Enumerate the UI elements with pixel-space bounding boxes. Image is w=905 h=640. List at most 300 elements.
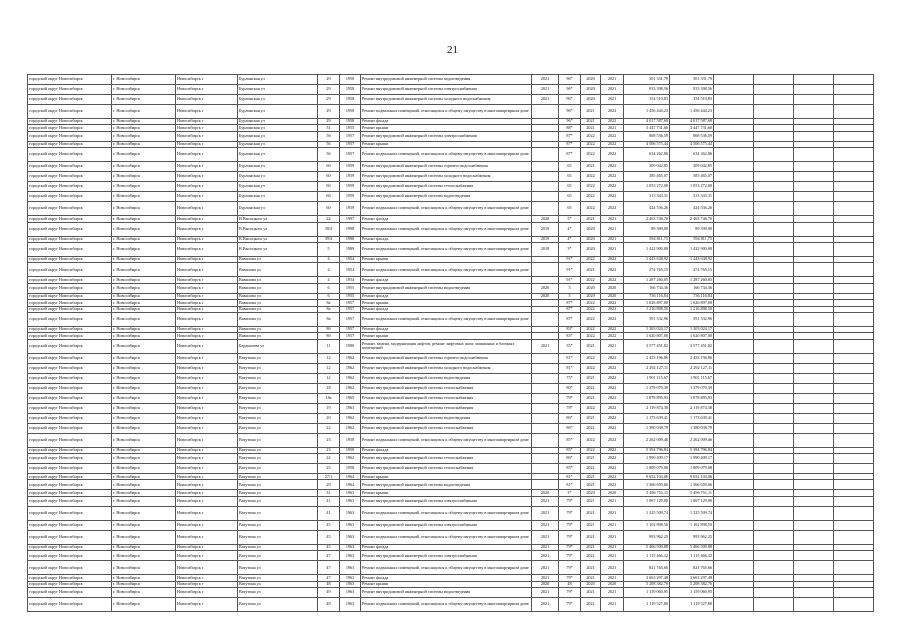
locality-cell: Новосибирск г <box>176 216 238 222</box>
priority-cell: 87* <box>559 148 581 162</box>
end-year-cell: 2021 <box>601 530 624 544</box>
year-built-cell: 1957 <box>340 300 361 306</box>
total-cost-cell: 1 422 900,00 <box>624 242 670 256</box>
fund-cost-cell: 1 620 807,00 <box>670 333 714 339</box>
start-year-cell: 2021 <box>581 496 601 506</box>
priority-cell: 91* <box>559 263 581 277</box>
start-year-cell: 2021 <box>581 464 601 474</box>
locality-cell: Новосибирск г <box>176 236 238 242</box>
empty-cell <box>754 95 794 105</box>
municipality-cell: городской округ Новосибирск <box>28 363 112 373</box>
year-built-cell: 1962 <box>340 363 361 373</box>
start-year-cell: 2020 <box>581 242 601 256</box>
fund-cost-cell: 1 456 444,23 <box>670 105 714 119</box>
street-cell: Ватутина ул <box>238 551 318 561</box>
table-row <box>28 339 874 353</box>
municipality-cell: городской округ Новосибирск <box>28 496 112 506</box>
year-built-cell: 1990 <box>340 339 361 353</box>
fund-cost-cell: 1 216 898,50 <box>670 306 714 312</box>
deadline-cell <box>532 454 559 464</box>
house-number-cell: 60 <box>318 192 340 202</box>
year-built-cell: 1955 <box>340 293 361 299</box>
empty-cell <box>714 148 754 162</box>
year-built-cell: 1998 <box>340 222 361 236</box>
total-cost-cell: 1 456 444,23 <box>624 105 670 119</box>
empty-cell <box>794 403 834 413</box>
start-year-cell: 2022 <box>581 202 601 216</box>
end-year-cell: 2021 <box>601 75 624 85</box>
total-cost-cell: 5 466 509,88 <box>624 544 670 550</box>
locality-cell: Новосибирск г <box>176 85 238 95</box>
year-built-cell: 1958 <box>340 433 361 447</box>
settlement-cell: г. Новосибирск <box>112 575 176 581</box>
municipality-cell: городской округ Новосибирск <box>28 588 112 598</box>
fund-cost-cell: 9 652 104,06 <box>670 474 714 480</box>
start-year-cell: 2021 <box>581 520 601 530</box>
work-type-cell: Ремонт внутридомовой инженерной системы теплоснабжения <box>361 182 532 192</box>
priority-cell: 91* <box>559 277 581 283</box>
street-cell: В.Высоцкого ул <box>238 236 318 242</box>
municipality-cell: городской округ Новосибирск <box>28 95 112 105</box>
total-cost-cell: 2 463 746,70 <box>624 216 670 222</box>
end-year-cell: 2020 <box>601 293 624 299</box>
start-year-cell: 2022 <box>581 312 601 326</box>
total-cost-cell: 1 119 527,80 <box>624 598 670 612</box>
street-cell: Ватутина ул <box>238 496 318 506</box>
empty-cell <box>754 373 794 383</box>
empty-cell <box>754 480 794 490</box>
total-cost-cell: 89 399,00 <box>624 222 670 236</box>
settlement-cell: г. Новосибирск <box>112 293 176 299</box>
start-year-cell: 2021 <box>581 480 601 490</box>
end-year-cell: 2021 <box>601 506 624 520</box>
locality-cell: Новосибирск г <box>176 283 238 293</box>
year-built-cell: 1955 <box>340 125 361 131</box>
locality-cell: Новосибирск г <box>176 413 238 423</box>
locality-cell: Новосибирск г <box>176 277 238 283</box>
table-row <box>28 182 874 192</box>
fund-cost-cell: 313 343,31 <box>670 192 714 202</box>
deadline-cell <box>532 162 559 172</box>
settlement-cell: г. Новосибирск <box>112 162 176 172</box>
street-cell: Ватутина ул <box>238 561 318 575</box>
settlement-cell: г. Новосибирск <box>112 95 176 105</box>
empty-cell <box>754 222 794 236</box>
fund-cost-cell: 1 067 129,00 <box>670 496 714 506</box>
settlement-cell: г. Новосибирск <box>112 242 176 256</box>
street-cell: Ватутина ул <box>238 506 318 520</box>
empty-cell <box>794 530 834 544</box>
table-row <box>28 242 874 256</box>
priority-cell: 85* <box>559 433 581 447</box>
street-cell: Бурлинская ул <box>238 75 318 85</box>
fund-cost-cell: 1 078 895,93 <box>670 393 714 403</box>
end-year-cell: 2021 <box>601 544 624 550</box>
empty-cell <box>794 393 834 403</box>
empty-cell <box>794 423 834 433</box>
table-row <box>28 383 874 393</box>
empty-cell <box>754 202 794 216</box>
empty-cell <box>834 383 874 393</box>
start-year-cell: 2022 <box>581 192 601 202</box>
start-year-cell: 2022 <box>581 363 601 373</box>
year-built-cell: 1954 <box>340 277 361 283</box>
empty-cell <box>754 413 794 423</box>
work-type-cell: Ремонт внутридомовой инженерной системы холодного водоснабжения <box>361 363 532 373</box>
fund-cost-cell: 2 463 746,70 <box>670 216 714 222</box>
empty-cell <box>754 363 794 373</box>
priority-cell: 96* <box>559 95 581 105</box>
municipality-cell: городской округ Новосибирск <box>28 490 112 496</box>
locality-cell: Новосибирск г <box>176 256 238 262</box>
street-cell: Ватутина ул <box>238 454 318 464</box>
empty-cell <box>794 222 834 236</box>
municipality-cell: городской округ Новосибирск <box>28 306 112 312</box>
municipality-cell: городской округ Новосибирск <box>28 480 112 490</box>
priority-cell: 79* <box>559 575 581 581</box>
table-row <box>28 172 874 182</box>
priority-cell: 86* <box>559 454 581 464</box>
empty-cell <box>754 283 794 293</box>
year-built-cell: 1959 <box>340 162 361 172</box>
total-cost-cell: 3 663 297,48 <box>624 575 670 581</box>
priority-cell: 3* <box>559 490 581 496</box>
total-cost-cell: 1 053 272,00 <box>624 182 670 192</box>
street-cell: Бурлинская ул <box>238 125 318 131</box>
empty-cell <box>714 413 754 423</box>
end-year-cell: 2021 <box>601 125 624 131</box>
start-year-cell: 2022 <box>581 403 601 413</box>
fund-cost-cell: 1 102 898,50 <box>670 520 714 530</box>
empty-cell <box>834 496 874 506</box>
year-built-cell: 1962 <box>340 413 361 423</box>
deadline-cell <box>532 433 559 447</box>
empty-cell <box>834 403 874 413</box>
settlement-cell: г. Новосибирск <box>112 263 176 277</box>
work-type-cell: Ремонт подвальных помещений, относящихся к общему имуществу в многоквартирном доме <box>361 148 532 162</box>
municipality-cell: городской округ Новосибирск <box>28 119 112 125</box>
fund-cost-cell: 591 532,96 <box>670 312 714 326</box>
municipality-cell: городской округ Новосибирск <box>28 277 112 283</box>
locality-cell: Новосибирск г <box>176 598 238 612</box>
table-row <box>28 85 874 95</box>
house-number-cell: 31 <box>318 490 340 496</box>
settlement-cell: г. Новосибирск <box>112 75 176 85</box>
fund-cost-cell: 3 577 451,82 <box>670 339 714 353</box>
work-type-cell: Ремонт внутридомовой инженерной системы водоотведения <box>361 413 532 423</box>
municipality-cell: городской округ Новосибирск <box>28 242 112 256</box>
year-built-cell: 1957 <box>340 131 361 141</box>
house-number-cell: 29 <box>318 75 340 85</box>
work-type-cell: Ремонт внутридомовой инженерной системы водоотведения <box>361 75 532 85</box>
settlement-cell: г. Новосибирск <box>112 363 176 373</box>
empty-cell <box>794 551 834 561</box>
work-type-cell: Ремонт крыши <box>361 300 532 306</box>
street-cell: Бурлинская ул <box>238 105 318 119</box>
house-number-cell: 45 <box>318 544 340 550</box>
work-type-cell: Ремонт подвальных помещений, относящихся к общему имуществу в многоквартирном доме <box>361 105 532 119</box>
work-type-cell: Ремонт подвальных помещений, относящихся к общему имуществу в многоквартирном доме <box>361 433 532 447</box>
municipality-cell: городской округ Новосибирск <box>28 263 112 277</box>
end-year-cell: 2022 <box>601 433 624 447</box>
year-built-cell: 1963 <box>340 588 361 598</box>
total-cost-cell: 1 366 659,66 <box>624 480 670 490</box>
empty-cell <box>794 85 834 95</box>
fund-cost-cell: 5 496 751,11 <box>670 490 714 496</box>
municipality-cell: городской округ Новосибирск <box>28 85 112 95</box>
empty-cell <box>794 172 834 182</box>
priority-cell: 75* <box>559 373 581 383</box>
end-year-cell: 2022 <box>601 383 624 393</box>
work-type-cell: Ремонт фасада <box>361 277 532 283</box>
year-built-cell: 1963 <box>340 520 361 530</box>
total-cost-cell: 1 216 898,50 <box>624 306 670 312</box>
deadline-cell <box>532 131 559 141</box>
total-cost-cell: 1 901 115,67 <box>624 373 670 383</box>
deadline-cell <box>532 192 559 202</box>
start-year-cell: 2021 <box>581 544 601 550</box>
end-year-cell: 2022 <box>601 447 624 453</box>
settlement-cell: г. Новосибирск <box>112 192 176 202</box>
settlement-cell: г. Новосибирск <box>112 277 176 283</box>
total-cost-cell: 5 394 796,84 <box>624 447 670 453</box>
fund-cost-cell: 3 447 731,60 <box>670 125 714 131</box>
table-row <box>28 480 874 490</box>
empty-cell <box>714 383 754 393</box>
start-year-cell: 2022 <box>581 277 601 283</box>
house-number-cell: 8а <box>318 306 340 312</box>
settlement-cell: г. Новосибирск <box>112 383 176 393</box>
street-cell: Бурлинская ул <box>238 131 318 141</box>
total-cost-cell: 1 809 079,08 <box>624 464 670 474</box>
empty-cell <box>834 464 874 474</box>
priority-cell: 65 <box>559 182 581 192</box>
locality-cell: Новосибирск г <box>176 192 238 202</box>
empty-cell <box>794 561 834 575</box>
street-cell: Вавилова ул <box>238 306 318 312</box>
empty-cell <box>794 162 834 172</box>
street-cell: Вавилова ул <box>238 300 318 306</box>
work-type-cell: Ремонт внутридомовой инженерной системы горячего водоснабжения <box>361 353 532 363</box>
work-type-cell: Ремонт крыши <box>361 490 532 496</box>
work-type-cell: Ремонт подвальных помещений, относящихся к общему имуществу в многоквартирном доме <box>361 530 532 544</box>
fund-cost-cell: 501 331,79 <box>670 75 714 85</box>
empty-cell <box>794 433 834 447</box>
end-year-cell: 2021 <box>601 551 624 561</box>
street-cell: Ватутина ул <box>238 588 318 598</box>
empty-cell <box>714 202 754 216</box>
street-cell: Ватутина ул <box>238 373 318 383</box>
start-year-cell: 2021 <box>581 413 601 423</box>
street-cell: Ватутина ул <box>238 447 318 453</box>
house-number-cell: 4 <box>318 256 340 262</box>
total-cost-cell: 5 496 751,11 <box>624 490 670 496</box>
settlement-cell: г. Новосибирск <box>112 454 176 464</box>
locality-cell: Новосибирск г <box>176 162 238 172</box>
municipality-cell: городской округ Новосибирск <box>28 413 112 423</box>
year-built-cell: 1963 <box>340 490 361 496</box>
total-cost-cell: 1 620 807,00 <box>624 333 670 339</box>
table-row <box>28 403 874 413</box>
municipality-cell: городской округ Новосибирск <box>28 561 112 575</box>
end-year-cell: 2022 <box>601 480 624 490</box>
start-year-cell: 2021 <box>581 105 601 119</box>
year-built-cell: 1958 <box>340 464 361 474</box>
end-year-cell: 2022 <box>601 162 624 172</box>
municipality-cell: городской округ Новосибирск <box>28 105 112 119</box>
empty-cell <box>754 131 794 141</box>
priority-cell: 79* <box>559 393 581 403</box>
municipality-cell: городской округ Новосибирск <box>28 474 112 480</box>
empty-cell <box>834 75 874 85</box>
street-cell: Ватутина ул <box>238 530 318 544</box>
deadline-cell: 2021 <box>532 598 559 612</box>
table-row <box>28 95 874 105</box>
work-type-cell: Ремонт крыши <box>361 474 532 480</box>
work-type-cell: Ремонт фасада <box>361 306 532 312</box>
year-built-cell: 1957 <box>340 312 361 326</box>
locality-cell: Новосибирск г <box>176 474 238 480</box>
empty-cell <box>714 192 754 202</box>
end-year-cell: 2022 <box>601 202 624 216</box>
priority-cell: 83* <box>559 333 581 339</box>
fund-cost-cell: 2 433 196,86 <box>670 353 714 363</box>
street-cell: Ватутина ул <box>238 464 318 474</box>
end-year-cell: 2022 <box>601 403 624 413</box>
end-year-cell: 2022 <box>601 464 624 474</box>
empty-cell <box>714 162 754 172</box>
work-type-cell: Ремонт внутридомовой инженерной системы водоотведения <box>361 192 532 202</box>
street-cell: Вавилова ул <box>238 312 318 326</box>
settlement-cell: г. Новосибирск <box>112 423 176 433</box>
work-type-cell: Ремонт внутридомовой инженерной системы теплоснабжения <box>361 423 532 433</box>
street-cell: Ватутина ул <box>238 383 318 393</box>
empty-cell <box>714 283 754 293</box>
settlement-cell: г. Новосибирск <box>112 490 176 496</box>
empty-cell <box>714 363 754 373</box>
year-built-cell: 1997 <box>340 216 361 222</box>
municipality-cell: городской округ Новосибирск <box>28 433 112 447</box>
empty-cell <box>714 423 754 433</box>
empty-cell <box>834 312 874 326</box>
empty-cell <box>834 480 874 490</box>
work-type-cell: Ремонт крыши <box>361 333 532 339</box>
municipality-cell: городской округ Новосибирск <box>28 333 112 339</box>
street-cell: Ватутина ул <box>238 474 318 480</box>
street-cell: Бурлинская ул <box>238 141 318 147</box>
street-cell: Ватутина ул <box>238 433 318 447</box>
fund-cost-cell: 1 990 409,17 <box>670 454 714 464</box>
priority-cell: 81* <box>559 363 581 373</box>
empty-cell <box>834 148 874 162</box>
locality-cell: Новосибирск г <box>176 182 238 192</box>
settlement-cell: г. Новосибирск <box>112 520 176 530</box>
total-cost-cell: 2 292 127,11 <box>624 363 670 373</box>
settlement-cell: г. Новосибирск <box>112 105 176 119</box>
empty-cell <box>794 454 834 464</box>
table-row <box>28 363 874 373</box>
total-cost-cell: 4 017 587,69 <box>624 119 670 125</box>
municipality-cell: городской округ Новосибирск <box>28 551 112 561</box>
start-year-cell: 2021 <box>581 575 601 581</box>
municipality-cell: городской округ Новосибирск <box>28 192 112 202</box>
empty-cell <box>794 105 834 119</box>
table-row <box>28 162 874 172</box>
start-year-cell: 2021 <box>581 588 601 598</box>
fund-cost-cell: 868 536,59 <box>670 131 714 141</box>
deadline-cell: 2019 <box>532 236 559 242</box>
empty-cell <box>834 393 874 403</box>
table-row <box>28 598 874 612</box>
locality-cell: Новосибирск г <box>176 263 238 277</box>
deadline-cell <box>532 202 559 216</box>
street-cell: Бурлинская ул <box>238 85 318 95</box>
end-year-cell: 2022 <box>601 263 624 277</box>
settlement-cell: г. Новосибирск <box>112 353 176 363</box>
locality-cell: Новосибирск г <box>176 222 238 236</box>
end-year-cell: 2022 <box>601 105 624 119</box>
house-number-cell: 19 <box>318 403 340 413</box>
deadline-cell <box>532 312 559 326</box>
fund-cost-cell: 4 017 587,69 <box>670 119 714 125</box>
deadline-cell <box>532 480 559 490</box>
empty-cell <box>714 222 754 236</box>
settlement-cell: г. Новосибирск <box>112 598 176 612</box>
start-year-cell: 2022 <box>581 256 601 262</box>
fund-cost-cell: 1 901 115,67 <box>670 373 714 383</box>
deadline-cell: 2020 <box>532 293 559 299</box>
municipality-cell: городской округ Новосибирск <box>28 283 112 293</box>
empty-cell <box>794 192 834 202</box>
priority-cell: 79* <box>559 506 581 520</box>
total-cost-cell: 2 433 196,86 <box>624 353 670 363</box>
locality-cell: Новосибирск г <box>176 530 238 544</box>
house-number-cell: 20 <box>318 413 340 423</box>
deadline-cell <box>532 182 559 192</box>
end-year-cell: 2022 <box>601 277 624 283</box>
deadline-cell: 2021 <box>532 530 559 544</box>
empty-cell <box>714 588 754 598</box>
start-year-cell: 2020 <box>581 283 601 293</box>
year-built-cell: 1962 <box>340 383 361 393</box>
locality-cell: Новосибирск г <box>176 551 238 561</box>
year-built-cell: 1957 <box>340 306 361 312</box>
work-type-cell: Ремонт подвальных помещений, относящихся к общему имуществу в многоквартирном доме <box>361 202 532 216</box>
deadline-cell: 2019 <box>532 222 559 236</box>
total-cost-cell: 424 536,26 <box>624 202 670 216</box>
locality-cell: Новосибирск г <box>176 339 238 353</box>
table-row <box>28 283 874 293</box>
year-built-cell: 1965 <box>340 393 361 403</box>
empty-cell <box>714 598 754 612</box>
house-number-cell: 6 <box>318 283 340 293</box>
empty-cell <box>834 530 874 544</box>
end-year-cell: 2021 <box>601 588 624 598</box>
priority-cell: 65 <box>559 202 581 216</box>
locality-cell: Новосибирск г <box>176 575 238 581</box>
priority-cell: 96* <box>559 85 581 95</box>
end-year-cell: 2021 <box>601 520 624 530</box>
deadline-cell <box>532 383 559 393</box>
start-year-cell: 2020 <box>581 490 601 496</box>
house-number-cell: 47 <box>318 561 340 575</box>
year-built-cell: 1963 <box>340 551 361 561</box>
house-number-cell: 23 <box>318 447 340 453</box>
empty-cell <box>834 131 874 141</box>
municipality-cell: городской округ Новосибирск <box>28 131 112 141</box>
priority-cell: 96* <box>559 119 581 125</box>
end-year-cell: 2020 <box>601 490 624 496</box>
